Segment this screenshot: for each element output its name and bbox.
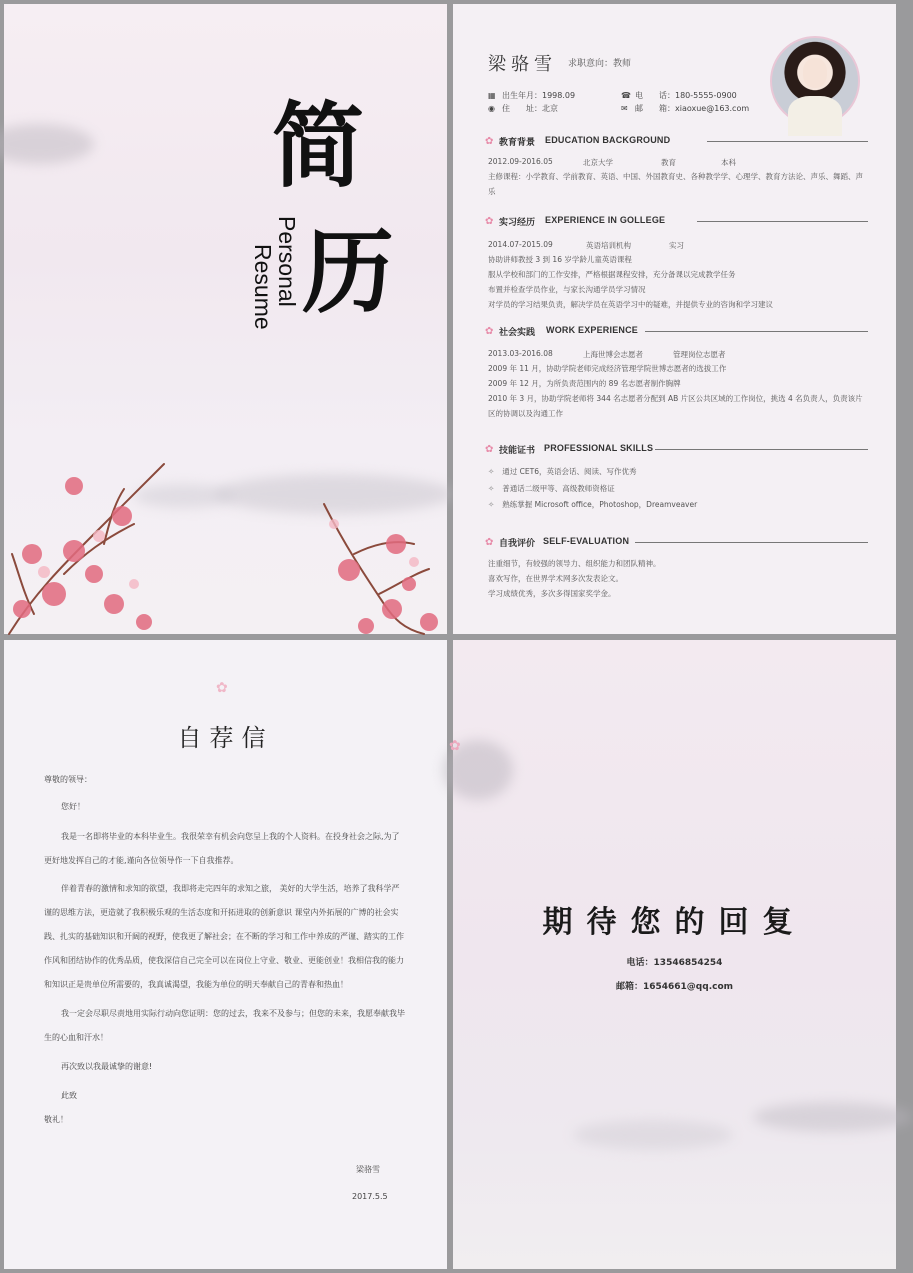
section-title-en: EXPERIENCE IN GOLLEGE [545,215,666,225]
location-pin-icon: ◉ [488,104,495,113]
section-title-cn: 自我评价 [499,539,536,549]
mountain-mist [753,1102,913,1132]
section-title-cn: 社会实践 [499,328,536,338]
skill-item [488,464,868,479]
letter-signature: 梁骆雪 [356,1165,380,1174]
social-line: 2009 年 11 月，协助学院老师完成经济管理学院世博志愿者的选拔工作 [488,364,727,373]
section-title-en: SELF-EVALUATION [543,536,630,546]
flower-icon: ✿ [485,216,494,227]
diamond-bullet-icon: ✧ [488,500,495,509]
social-period: 2013.03-2016.08 [488,349,553,358]
section-title-cn: 技能证书 [499,446,536,456]
section-divider [697,221,868,222]
birth-info [488,90,575,101]
back-email: 邮箱：1654661@qq.com [615,982,734,992]
cover-subtitle-personal: Personal [274,216,300,307]
address-text: 住 址：北京 [502,104,558,113]
edu-major: 教育 [661,158,676,167]
diamond-bullet-icon: ✧ [488,467,495,476]
intern-line: 服从学校和部门的工作安排，严格根据课程安排，充分备课以完成教学任务 [488,270,736,279]
letter-salutation: 尊敬的领导： [44,775,92,784]
back-phone: 电话：13546854254 [626,958,723,968]
calendar-icon: ▦ [488,91,496,100]
edu-degree: 本科 [721,158,736,167]
social-line: 2009 年 12 月，为所负责范围内的 89 名志愿者制作胸牌 [488,379,681,388]
section-title-en: WORK EXPERIENCE [546,325,639,335]
candidate-name: 梁骆雪 [488,54,557,75]
mountain-mist [0,124,94,164]
intern-line: 协助讲师教授 3 到 16 岁学龄儿童英语课程 [488,255,632,264]
intern-line: 布置并检查学员作业，与家长沟通学员学习情况 [488,285,646,294]
cover-subtitle-resume: Resume [250,244,276,330]
avatar-face [803,58,827,88]
resume-page [453,4,896,634]
letter-date: 2017.5.5 [352,1192,388,1201]
avatar [770,36,860,126]
section-divider [655,449,868,450]
plum-blossom-illustration [4,444,447,634]
letter-paragraph-1: 我是一名即将毕业的本科毕业生。我很荣幸有机会向您呈上我的个人资料。在投身社会之际,为了更好地发挥自己的才能,谨向各位领导作一下自我推荐。 [44,832,400,865]
intern-line: 对学员的学习结果负责，解决学员在英语学习中的疑难，并提供专业的咨询和学习建议 [488,300,773,309]
diamond-bullet-icon: ✧ [488,484,495,493]
skill-text: 通过 CET6，英语会话、阅读、写作优秀 [502,467,637,476]
phone-info [621,90,737,101]
section-title-en: PROFESSIONAL SKILLS [544,443,654,453]
skill-item [488,481,868,496]
edu-courses: 主修课程：小学教育、学前教育、英语、中国、外国教育史、各种教学学、心理学、教育方法论、声乐、舞蹈、声乐 [488,172,863,196]
flower-icon: ✿ [485,326,494,337]
birth-text: 出生年月：1998.09 [502,91,576,100]
skill-text: 普通话二级甲等、高级教师资格证 [502,484,615,493]
section-divider [635,542,868,543]
envelope-icon: ✉ [621,104,628,113]
self-line: 注重细节，有较强的领导力、组织能力和团队精神。 [488,559,661,568]
section-title-cn: 教育背景 [499,138,536,148]
phone-text: 电 话：180-5555-0900 [635,91,737,100]
section-social-header [485,325,868,339]
email-text: 邮 箱：xiaoxue@163.com [635,104,750,113]
email-info [621,103,749,114]
phone-icon: ☎ [621,91,631,100]
flower-icon: ✿ [449,738,461,754]
cover-title-char-1: 简 [272,92,365,200]
section-skills-header [485,443,868,457]
self-line: 喜欢写作，在世界学术网多次发表论文。 [488,574,623,583]
address-info [488,103,558,114]
section-title-cn: 实习经历 [499,218,536,228]
cover-page [4,4,447,634]
section-internship-header [485,215,868,229]
letter-paragraph-4: 再次致以我最诚挚的谢意! [61,1062,153,1071]
section-education-header [485,135,868,149]
mountain-mist [573,1120,733,1150]
section-divider [707,141,868,142]
flower-icon: ✿ [485,444,494,455]
edu-school: 北京大学 [583,158,613,167]
social-line: 2010 年 3 月，协助学院老师将 344 名志愿者分配到 AB 片区公共区域的工作岗位，挑选 4 名负责人，负责该片区的协调以及沟通工作 [488,394,863,418]
cover-title-char-2: 历 [302,218,395,326]
section-self-header [485,536,868,550]
social-role: 管理岗位志愿者 [673,350,726,359]
intern-role: 实习 [669,241,684,250]
letter-closing-2: 敬礼！ [44,1115,68,1124]
letter-paragraph-2: 伴着青春的激情和求知的欲望，我即将走完四年的求知之旅， 美好的大学生活，培养了我科学严谨的思维方法，更造就了我积极乐观的生活态度和开拓进取的创新意识 课堂内外拓展的广博的社会实践、扎实的基础知识和开阔的视野，使我更了解社会；在不断的学习和工作中养成的严谨、踏实的工作作风和团结协作的优秀品质，使我深信自己完全可以在岗位上守业、敬业、更能创业！我相信我的能力和知识正是贵单位所需要的，我真诚渴望，我能为单位的明天奉献自己的青春和热血！ [44,884,404,989]
letter-paragraph-3: 我一定会尽职尽责地用实际行动向您证明：您的过去，我来不及参与；但您的未来，我愿奉献我毕生的心血和汗水！ [44,1009,405,1042]
section-title-en: EDUCATION BACKGROUND [545,135,671,145]
letter-greeting: 您好！ [61,802,85,811]
closing-title: 期待您的回复 [542,905,807,940]
flower-icon: ✿ [485,136,494,147]
letter-closing-1: 此致 [61,1091,77,1100]
job-intent: 求职意向：教师 [568,59,632,69]
edu-period: 2012.09-2016.05 [488,157,553,166]
back-cover-page [449,640,896,1269]
flower-icon: ✿ [485,537,494,548]
self-line: 学习成绩优秀，多次多得国家奖学金。 [488,589,616,598]
cover-letter-page [4,640,447,1269]
intern-period: 2014.07-2015.09 [488,240,553,249]
letter-title: 自荐信 [177,724,274,752]
flower-icon: ✿ [216,680,228,696]
section-divider [645,331,868,332]
avatar-body [788,96,842,136]
skill-text: 熟练掌握 Microsoft office，Photoshop，Dreamveaver [502,500,698,509]
skill-item [488,497,868,512]
intern-org: 英语培训机构 [586,241,631,250]
social-org: 上海世博会志愿者 [583,350,643,359]
